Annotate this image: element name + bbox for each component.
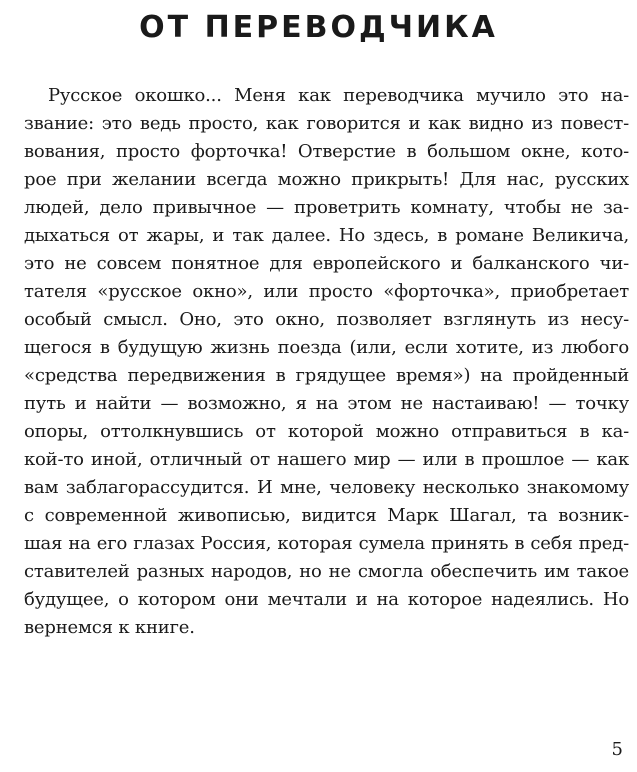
text-line: звание: это ведь просто, как говорится и как видно из повест- — [24, 113, 629, 134]
page-number: 5 — [611, 739, 623, 760]
text-line: вернемся к книге. — [24, 617, 195, 638]
text-line: будущее, о котором они мечтали и на которое надеялись. Но — [24, 589, 629, 610]
text-line: тателя «русское окно», или просто «форточка», приобретает — [24, 281, 629, 302]
text-line: кой-то иной, отличный от нашего мир — или в прошлое — как — [24, 449, 629, 470]
text-line: шая на его глазах Россия, которая сумела принять в себя пред- — [24, 533, 629, 554]
text-line: дыхаться от жары, и так далее. Но здесь, в романе Великича, — [24, 225, 629, 246]
text-line: особый смысл. Оно, это окно, позволяет взглянуть из несу- — [24, 309, 629, 330]
text-line: вам заблагорассудится. И мне, человеку несколько знакомому — [24, 477, 629, 498]
text-line: это не совсем понятное для европейского и балканского чи- — [24, 253, 629, 274]
text-line: путь и найти — возможно, я на этом не настаиваю! — точку — [24, 393, 629, 414]
text-line: Русское окошко... Меня как переводчика мучило это на- — [48, 85, 629, 106]
body-paragraph — [24, 82, 629, 642]
text-line: рое при желании всегда можно прикрыть! Для нас, русских — [24, 169, 629, 190]
chapter-heading: ОТ ПЕРЕВОДЧИКА — [139, 10, 498, 45]
text-line: с современной живописью, видится Марк Шагал, та возник- — [24, 505, 629, 526]
text-line: людей, дело привычное — проветрить комнату, чтобы не за- — [24, 197, 629, 218]
text-line: «средства передвижения в грядущее время») на пройденный — [24, 365, 629, 386]
text-line: щегося в будущую жизнь поезда (или, если хотите, из любого — [24, 337, 629, 358]
text-line: ставителей разных народов, но не смогла обеспечить им такое — [24, 561, 629, 582]
text-line: опоры, оттолкнувшись от которой можно отправиться в ка- — [24, 421, 629, 442]
text-line: вования, просто форточка! Отверстие в большом окне, кото- — [24, 141, 629, 162]
